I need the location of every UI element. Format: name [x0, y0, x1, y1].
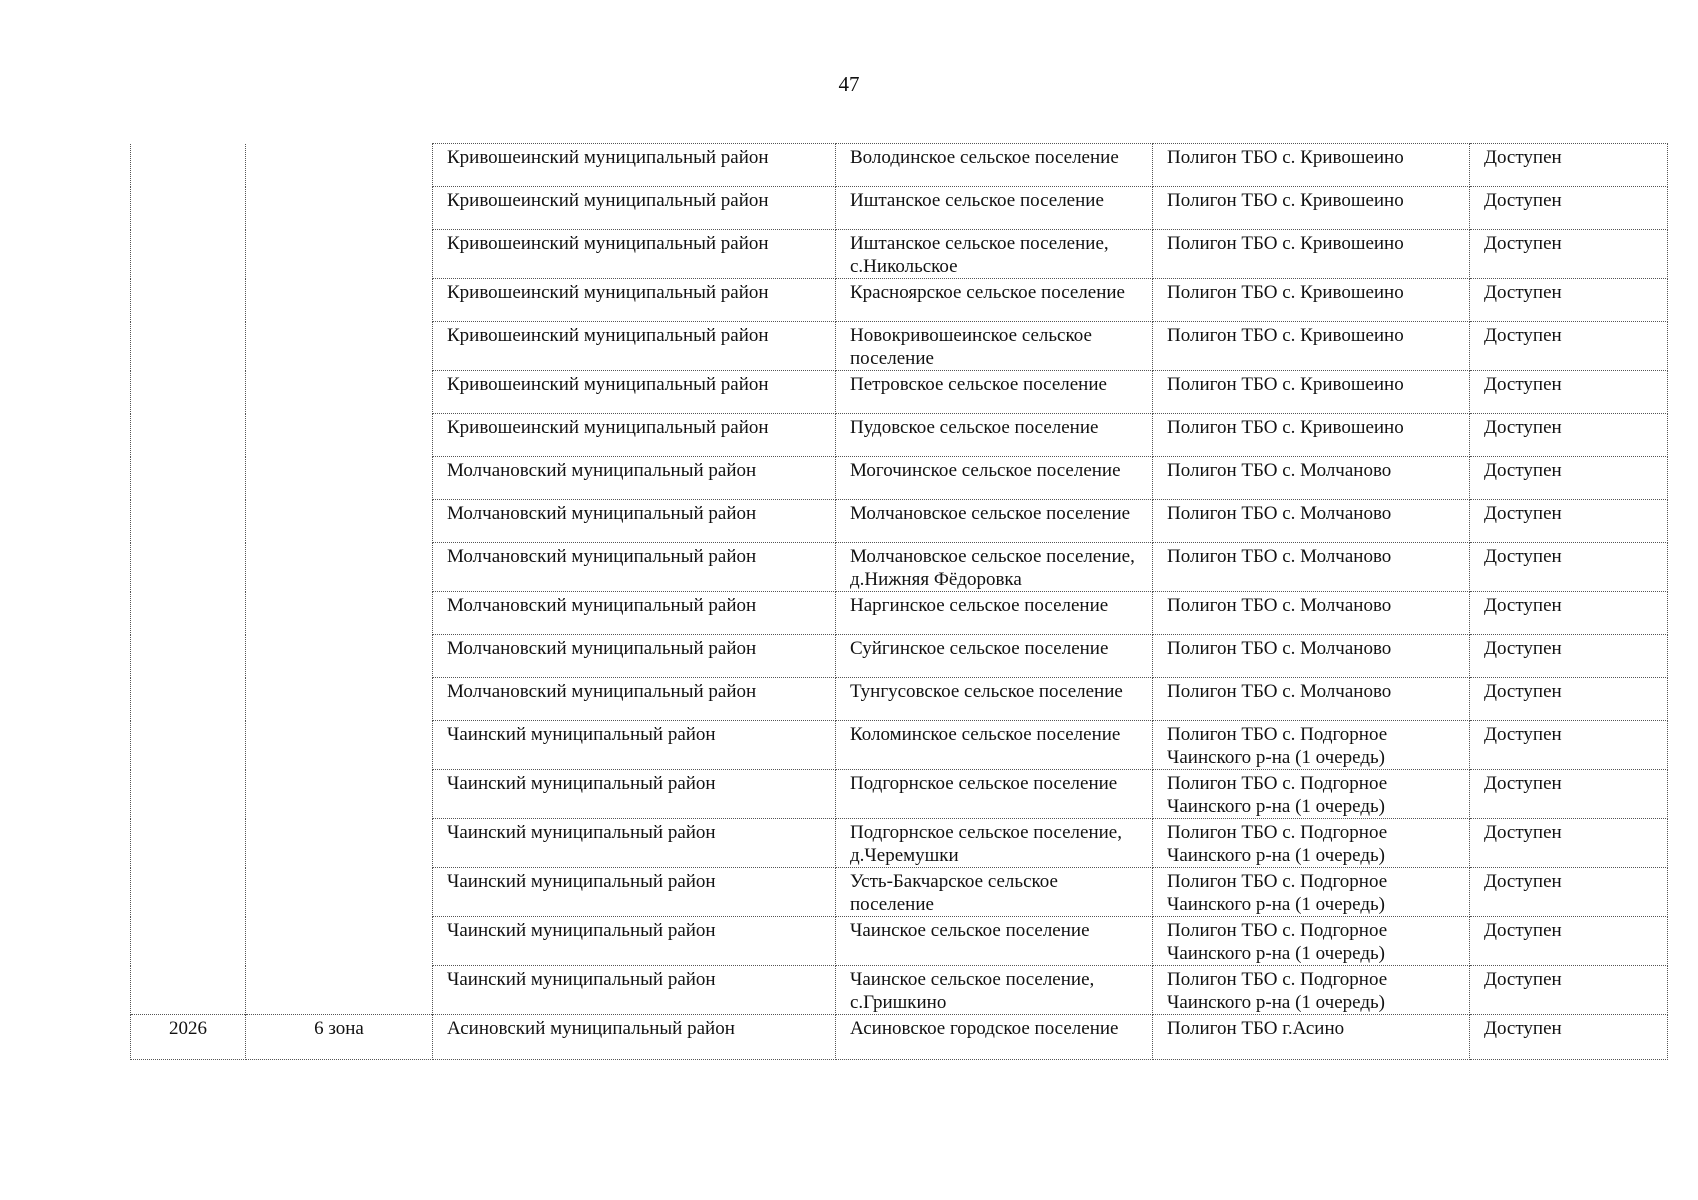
table-row	[131, 144, 1668, 187]
zone-cell	[246, 678, 433, 721]
settlement-cell: Пудовское сельское поселение	[836, 414, 1153, 457]
table-row	[131, 500, 1668, 543]
status-cell: Доступен	[1470, 635, 1668, 678]
zone-cell	[246, 819, 433, 868]
table-row	[131, 678, 1668, 721]
district-cell: Чаинский муниципальный район	[433, 770, 836, 819]
year-cell	[131, 917, 246, 966]
zone-cell	[246, 868, 433, 917]
zone-cell	[246, 144, 433, 187]
district-cell: Чаинский муниципальный район	[433, 819, 836, 868]
table-row	[131, 635, 1668, 678]
table-row	[131, 917, 1668, 966]
landfill-cell: Полигон ТБО с. Подгорное Чаинского р-на (1 очередь)	[1153, 966, 1470, 1015]
district-cell: Асиновский муниципальный район	[433, 1015, 836, 1060]
settlement-cell: Тунгусовское сельское поселение	[836, 678, 1153, 721]
zone-cell	[246, 770, 433, 819]
zone-cell	[246, 187, 433, 230]
district-cell: Кривошеинский муниципальный район	[433, 414, 836, 457]
year-cell	[131, 279, 246, 322]
year-cell	[131, 770, 246, 819]
settlement-cell: Асиновское городское поселение	[836, 1015, 1153, 1060]
table-row	[131, 1015, 1668, 1060]
landfill-cell: Полигон ТБО г.Асино	[1153, 1015, 1470, 1060]
district-cell: Молчановский муниципальный район	[433, 592, 836, 635]
zone-cell	[246, 500, 433, 543]
settlement-cell: Красноярское сельское поселение	[836, 279, 1153, 322]
table-row	[131, 457, 1668, 500]
landfill-cell: Полигон ТБО с. Кривошеино	[1153, 322, 1470, 371]
settlement-cell: Иштанское сельское поселение, с.Никольское	[836, 230, 1153, 279]
year-cell	[131, 457, 246, 500]
settlement-cell: Суйгинское сельское поселение	[836, 635, 1153, 678]
zone-cell	[246, 279, 433, 322]
status-cell: Доступен	[1470, 500, 1668, 543]
settlement-cell: Володинское сельское поселение	[836, 144, 1153, 187]
zone-cell	[246, 414, 433, 457]
status-cell: Доступен	[1470, 187, 1668, 230]
settlement-cell: Наргинское сельское поселение	[836, 592, 1153, 635]
district-cell: Молчановский муниципальный район	[433, 500, 836, 543]
year-cell	[131, 371, 246, 414]
zone-cell	[246, 721, 433, 770]
year-cell	[131, 414, 246, 457]
landfill-table	[130, 143, 1668, 1060]
settlement-cell: Подгорнское сельское поселение	[836, 770, 1153, 819]
table-row	[131, 721, 1668, 770]
status-cell: Доступен	[1470, 966, 1668, 1015]
landfill-cell: Полигон ТБО с. Молчаново	[1153, 500, 1470, 543]
district-cell: Чаинский муниципальный район	[433, 868, 836, 917]
zone-cell	[246, 966, 433, 1015]
status-cell: Доступен	[1470, 543, 1668, 592]
status-cell: Доступен	[1470, 144, 1668, 187]
landfill-cell: Полигон ТБО с. Кривошеино	[1153, 279, 1470, 322]
year-cell	[131, 721, 246, 770]
year-cell	[131, 868, 246, 917]
table-row	[131, 322, 1668, 371]
page-number: 47	[838, 72, 860, 96]
landfill-cell: Полигон ТБО с. Кривошеино	[1153, 230, 1470, 279]
table-row	[131, 966, 1668, 1015]
landfill-cell: Полигон ТБО с. Молчаново	[1153, 592, 1470, 635]
settlement-cell: Могочинское сельское поселение	[836, 457, 1153, 500]
status-cell: Доступен	[1470, 721, 1668, 770]
zone-cell	[246, 592, 433, 635]
landfill-cell: Полигон ТБО с. Молчаново	[1153, 457, 1470, 500]
table-row	[131, 371, 1668, 414]
district-cell: Молчановский муниципальный район	[433, 457, 836, 500]
district-cell: Молчановский муниципальный район	[433, 635, 836, 678]
landfill-cell: Полигон ТБО с. Кривошеино	[1153, 414, 1470, 457]
district-cell: Кривошеинский муниципальный район	[433, 279, 836, 322]
year-cell	[131, 543, 246, 592]
year-cell	[131, 966, 246, 1015]
district-cell: Чаинский муниципальный район	[433, 917, 836, 966]
landfill-cell: Полигон ТБО с. Подгорное Чаинского р-на (1 очередь)	[1153, 721, 1470, 770]
settlement-cell: Новокривошеинское сельское поселение	[836, 322, 1153, 371]
status-cell: Доступен	[1470, 371, 1668, 414]
status-cell: Доступен	[1470, 1015, 1668, 1060]
table-row	[131, 592, 1668, 635]
year-cell	[131, 144, 246, 187]
zone-cell	[246, 322, 433, 371]
zone-cell	[246, 457, 433, 500]
settlement-cell: Чаинское сельское поселение, с.Гришкино	[836, 966, 1153, 1015]
landfill-cell: Полигон ТБО с. Молчаново	[1153, 678, 1470, 721]
settlement-cell: Усть-Бакчарское сельское поселение	[836, 868, 1153, 917]
year-cell: 2026	[131, 1015, 246, 1060]
district-cell: Молчановский муниципальный район	[433, 543, 836, 592]
landfill-cell: Полигон ТБО с. Молчаново	[1153, 635, 1470, 678]
status-cell: Доступен	[1470, 868, 1668, 917]
landfill-cell: Полигон ТБО с. Подгорное Чаинского р-на (1 очередь)	[1153, 770, 1470, 819]
zone-cell	[246, 635, 433, 678]
year-cell	[131, 322, 246, 371]
table-row	[131, 414, 1668, 457]
landfill-cell: Полигон ТБО с. Кривошеино	[1153, 371, 1470, 414]
landfill-cell: Полигон ТБО с. Подгорное Чаинского р-на (1 очередь)	[1153, 868, 1470, 917]
district-cell: Кривошеинский муниципальный район	[433, 230, 836, 279]
year-cell	[131, 187, 246, 230]
landfill-cell: Полигон ТБО с. Кривошеино	[1153, 187, 1470, 230]
table-row	[131, 230, 1668, 279]
settlement-cell: Коломинское сельское поселение	[836, 721, 1153, 770]
settlement-cell: Молчановское сельское поселение	[836, 500, 1153, 543]
table-row	[131, 543, 1668, 592]
landfill-cell: Полигон ТБО с. Подгорное Чаинского р-на (1 очередь)	[1153, 917, 1470, 966]
zone-cell: 6 зона	[246, 1015, 433, 1060]
status-cell: Доступен	[1470, 414, 1668, 457]
district-cell: Молчановский муниципальный район	[433, 678, 836, 721]
settlement-cell: Чаинское сельское поселение	[836, 917, 1153, 966]
table-row	[131, 279, 1668, 322]
status-cell: Доступен	[1470, 457, 1668, 500]
status-cell: Доступен	[1470, 279, 1668, 322]
status-cell: Доступен	[1470, 592, 1668, 635]
district-cell: Кривошеинский муниципальный район	[433, 144, 836, 187]
zone-cell	[246, 543, 433, 592]
settlement-cell: Подгорнское сельское поселение, д.Черемушки	[836, 819, 1153, 868]
year-cell	[131, 819, 246, 868]
year-cell	[131, 592, 246, 635]
year-cell	[131, 635, 246, 678]
settlement-cell: Иштанское сельское поселение	[836, 187, 1153, 230]
settlement-cell: Молчановское сельское поселение, д.Нижняя Фёдоровка	[836, 543, 1153, 592]
status-cell: Доступен	[1470, 917, 1668, 966]
district-cell: Кривошеинский муниципальный район	[433, 187, 836, 230]
table-row	[131, 770, 1668, 819]
district-cell: Кривошеинский муниципальный район	[433, 371, 836, 414]
settlement-cell: Петровское сельское поселение	[836, 371, 1153, 414]
status-cell: Доступен	[1470, 322, 1668, 371]
table-row	[131, 868, 1668, 917]
district-cell: Чаинский муниципальный район	[433, 721, 836, 770]
zone-cell	[246, 371, 433, 414]
year-cell	[131, 500, 246, 543]
landfill-cell: Полигон ТБО с. Подгорное Чаинского р-на (1 очередь)	[1153, 819, 1470, 868]
zone-cell	[246, 917, 433, 966]
status-cell: Доступен	[1470, 770, 1668, 819]
status-cell: Доступен	[1470, 230, 1668, 279]
status-cell: Доступен	[1470, 819, 1668, 868]
table-row	[131, 819, 1668, 868]
landfill-cell: Полигон ТБО с. Молчаново	[1153, 543, 1470, 592]
district-cell: Кривошеинский муниципальный район	[433, 322, 836, 371]
district-cell: Чаинский муниципальный район	[433, 966, 836, 1015]
zone-cell	[246, 230, 433, 279]
year-cell	[131, 678, 246, 721]
landfill-cell: Полигон ТБО с. Кривошеино	[1153, 144, 1470, 187]
status-cell: Доступен	[1470, 678, 1668, 721]
year-cell	[131, 230, 246, 279]
table-row	[131, 187, 1668, 230]
